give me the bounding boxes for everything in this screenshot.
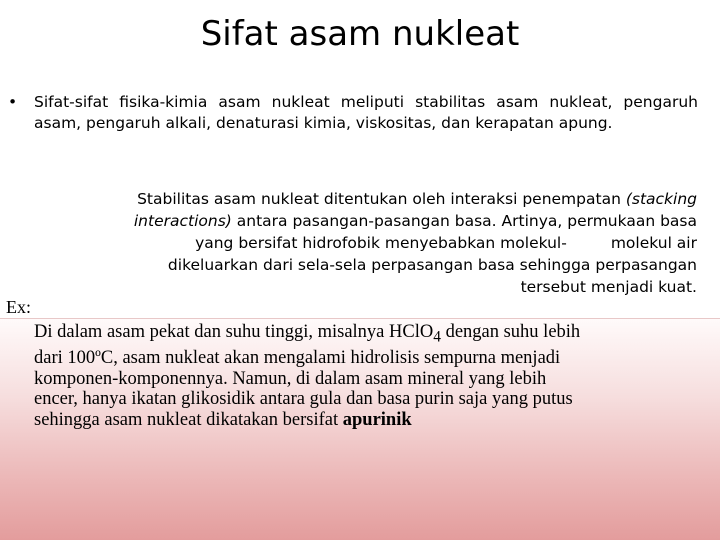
formula-subscript: 4 [433,328,441,346]
example-line: encer, hanya ikatan glikosidik antara gula dan basa purin saja yang putus [34,389,573,410]
example-line [34,410,706,431]
paragraph-line [60,210,697,232]
example-label: Ex: [6,297,31,317]
bullet-point [8,92,698,134]
example-text-segment: sehingga asam nukleat dikatakan bersifat [34,409,343,430]
example-text-segment: dengan suhu lebih [440,322,581,342]
example-line: dari 100ºC, asam nukleat akan mengalami hidrolisis sempurna menjadi [34,348,561,369]
paragraph-text: yang bersifat hidrofobik menyebabkan molekul- [195,234,567,252]
example-text [34,322,706,430]
example-line [34,322,706,348]
example-text-segment: Di dalam asam pekat dan suhu tinggi, misalnya HClO [34,322,434,342]
example-line: komponen-komponennya. Namun, di dalam asam mineral yang lebih [34,368,547,389]
apurinik-term: apurinik [342,409,412,430]
paragraph-line: tersebut menjadi kuat. [520,278,697,296]
bullet-text: Sifat-sifat fisika-kimia asam nukleat meliputi stabilitas asam nukleat, pengaruh asam, pengaruh alkali, denaturasi kimia, viskositas, dan kerapatan apung. [34,93,698,132]
paragraph-italic-text: (stacking [625,190,697,208]
paragraph-line: dikeluarkan dari sela-sela perpasangan basa sehingga perpasangan [167,256,697,274]
paragraph-line [60,232,697,254]
slide-title: Sifat asam nukleat [200,14,520,54]
bullet-dot-icon: • [8,93,18,111]
paragraph-italic-text: interactions) [133,212,232,230]
stability-paragraph [60,188,697,298]
paragraph-text: antara pasangan-pasangan basa. Artinya, permukaan basa [231,212,697,230]
paragraph-text: molekul air [610,234,697,252]
paragraph-line [60,188,697,210]
paragraph-text: Stabilitas asam nukleat ditentukan oleh interaksi penempatan [137,190,626,208]
